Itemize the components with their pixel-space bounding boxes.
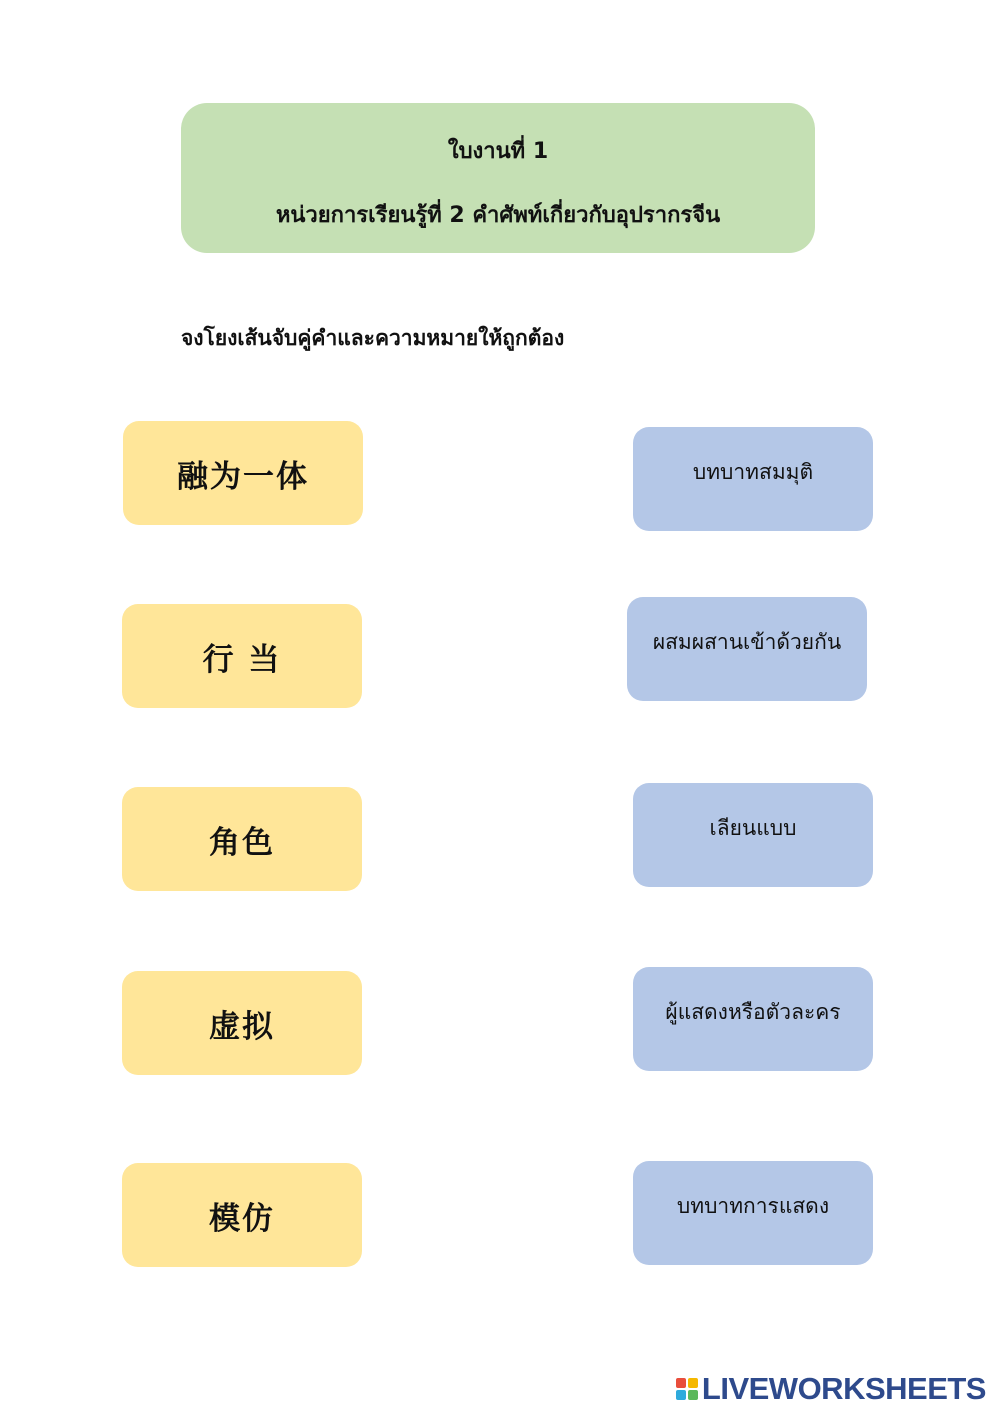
liveworksheets-logo (676, 1372, 986, 1406)
brand-text: LIVEWORKSHEETS (701, 1371, 986, 1406)
meaning-card-1[interactable]: บทบาทสมมุติ (633, 427, 873, 531)
word-card-4[interactable]: 虚拟 (122, 971, 362, 1075)
worksheet-title: ใบงานที่ 1 (447, 139, 549, 164)
meaning-card-4[interactable]: ผู้แสดงหรือตัวละคร (633, 967, 873, 1071)
instruction-text: จงโยงเส้นจับคู่คำและความหมายให้ถูกต้อง (181, 326, 565, 350)
word-card-2[interactable]: 行 当 (122, 604, 362, 708)
word-card-1[interactable]: 融为一体 (123, 421, 363, 525)
logo-square-2 (688, 1378, 698, 1388)
logo-square-4 (688, 1390, 698, 1400)
logo-square-3 (676, 1390, 686, 1400)
word-card-3[interactable]: 角色 (122, 787, 362, 891)
brand-icon (676, 1378, 698, 1400)
meaning-card-2[interactable]: ผสมผสานเข้าด้วยกัน (627, 597, 867, 701)
meaning-card-3[interactable]: เลียนแบบ (633, 783, 873, 887)
worksheet-subtitle: หน่วยการเรียนรู้ที่ 2 คำศัพท์เกี่ยวกับอุปรากรจีน (275, 203, 721, 228)
meaning-card-5[interactable]: บทบาทการแสดง (633, 1161, 873, 1265)
worksheet-header (181, 103, 815, 253)
word-card-5[interactable]: 模仿 (122, 1163, 362, 1267)
logo-square-1 (676, 1378, 686, 1388)
